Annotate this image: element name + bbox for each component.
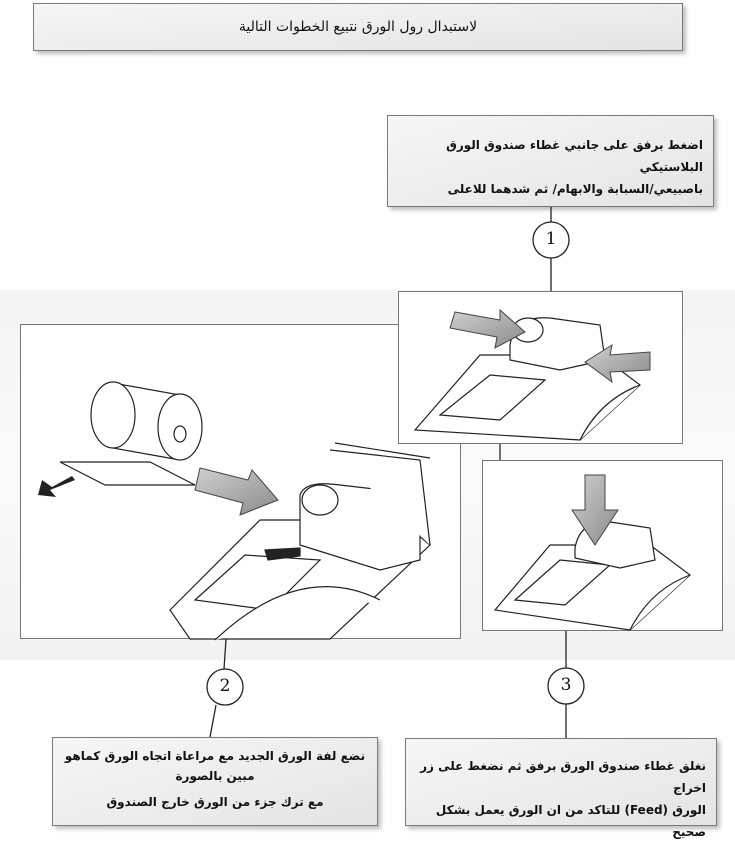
- step-2-connector-top: [224, 639, 226, 669]
- step-2-number: 2: [219, 676, 231, 696]
- step-2-line-3: مع ترك جزء من الورق خارج الصندوق: [106, 795, 324, 809]
- step-2-connector: [210, 705, 216, 737]
- paper-roll-illustration: [60, 382, 202, 485]
- step-1-line-2: باصبيعي/السبابة والابهام/ ثم شدهما للاعلى: [447, 182, 703, 196]
- insert-roll-arrow: [195, 468, 278, 515]
- step-3-number: 3: [560, 675, 572, 695]
- step-3-line-1: نغلق غطاء صندوق الورق برفق ثم نضغط على زر اخراج: [420, 759, 706, 795]
- step-2-line-1: نضع لفة الورق الجديد مع مراعاة اتجاه الورق كماهو: [64, 749, 366, 763]
- step-1-number: 1: [545, 229, 557, 249]
- step-2-line-2: مبين بالصورة: [175, 769, 255, 783]
- step-3-line-2: الورق (Feed) للتاكد من ان الورق يعمل بشكل صحيح: [435, 803, 706, 839]
- paper-direction-arrow: [38, 476, 75, 497]
- step-1-line-1: اضغط برفق على جانبي غطاء صندوق الورق البلاستيكي: [446, 138, 703, 174]
- page-title: لاستبدال رول الورق نتبيع الخطوات التالية: [238, 19, 478, 35]
- printer-step-1-illustration: [415, 318, 640, 440]
